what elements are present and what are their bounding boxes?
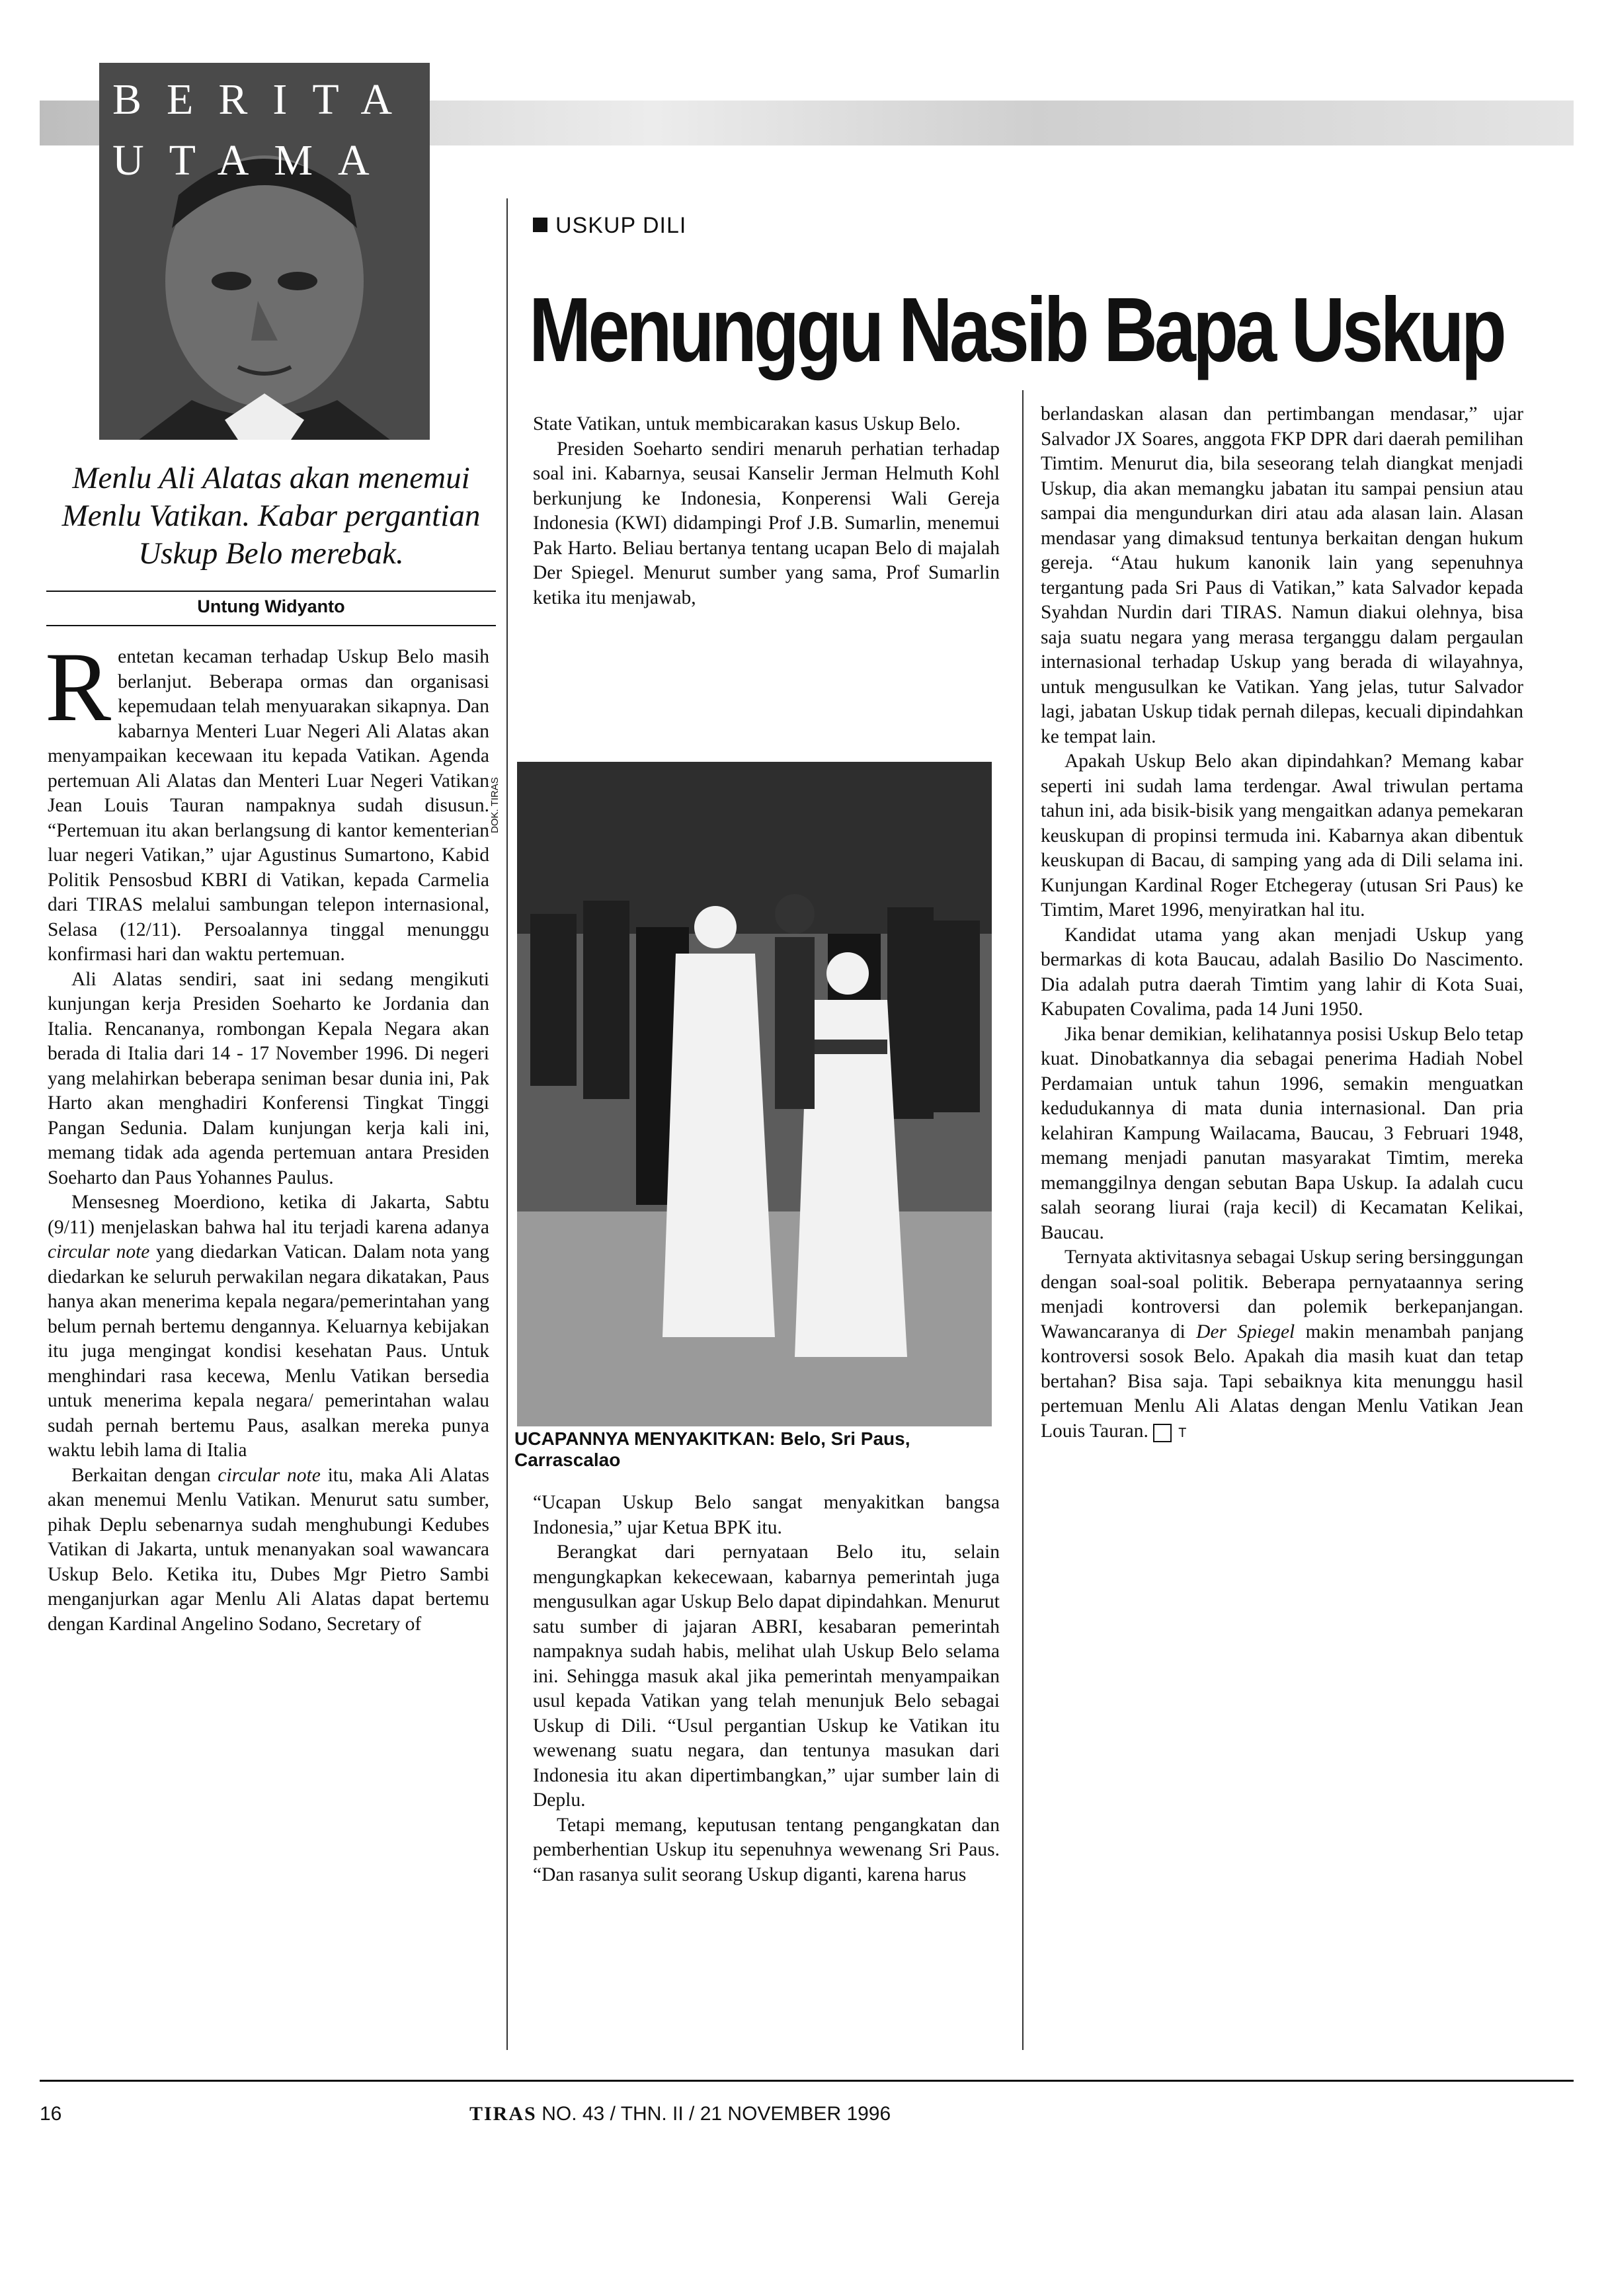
section-label [533, 213, 686, 239]
column-divider-1 [506, 198, 508, 2050]
paragraph-b2: Presiden Soeharto sendiri menaruh perhatian terhadap soal ini. Kabarnya, seusai Kanselir Jerman Helmuth Kohl berkunjung ke Indonesia, Konperensi Wali Gereja Indonesia (KWI) didampingi Prof J.B. Sumarlin, menemui Pak Harto. Beliau bertanya tentang ucapan Belo di majalah Der Spiegel. Menurut sumber yang sama, Prof Sumarlin ketika itu menjawab, [533, 438, 1000, 608]
headline: Menunggu Nasib Bapa Uskup [529, 279, 1504, 381]
footer-rule [40, 2080, 1574, 2082]
magazine-name: TIRAS [469, 2103, 537, 2125]
paragraph-b4: Berangkat dari pernyataan Belo itu, selain mengungkapkan kekecewaan, kabarnya pemerintah juga mengusulkan agar Uskup Belo dapat dipindahkan. Menurut satu sumber di jajaran ABRI, kesabaran pemerintah nampaknya sudah habis, melihat ulah Uskup Belo selama ini. Sehingga masuk akal jika pemerintah menyampaikan usul kepada Vatikan yang telah menunjuk Belo sebagai Uskup di Dili. “Usul pergantian Uskup ke Vatikan itu wewenang suatu negara, dan tentunya masukan dari Indonesia itu akan dipertimbangkan,” ujar sumber lain di Deplu. [533, 1541, 1000, 1811]
paragraph-a1: Rentetan kecaman terhadap Uskup Belo masih berlanjut. Beberapa ormas dan organisasi kepemudaan telah menyuarakan sikapnya. Dan kabarnya Menteri Luar Negeri Ali Alatas akan menyampaikan kecewaan itu kepada Vatikan. Agenda pertemuan Ali Alatas dan Menteri Luar Negeri Vatikan Jean Louis Tauran nampaknya sudah disusun. “Pertemuan itu akan berlangsung di kantor kementerian luar negeri Vatikan,” ujar Agustinus Sumartono, Kabid Politik Pensosbud KBRI di Vatikan, kepada Carmelia dari TIRAS melalui sambungan telepon internasional, Selasa (12/11). Persoalannya tinggal menunggu konfirmasi hari dan waktu pertemuan. [45, 632, 489, 965]
paragraph-b5: Tetapi memang, keputusan tentang pengangkatan dan pemberhentian Uskup itu sepenuhnya wewenang Sri Paus. “Dan rasanya sulit seorang Uskup diganti, karena harus [533, 1814, 1000, 1885]
paragraph-c1: berlandaskan alasan dan pertimbangan mendasar,” ujar Salvador JX Soares, anggota FKP DPR dari daerah pemilihan Timtim. Menurut dia, bila seseorang telah diangkat menjadi Uskup, dia akan memangku jabatan itu sampai pensiun atau sampai dia mengundurkan diri atau ada alasan lain. Alasan mendasar yang dimaksud tentunya berkaitan dengan hukum gereja. “Atau hukum kanonik lain yang sepenuhnya tergantung pada Sri Paus di Vatikan,” kata Salvador kepada Syahdan Nurdin dari TIRAS. Namun diakui olehnya, bisa saja suatu negara yang merasa terganggu dalam pergaulan internasional terhadap Uskup yang berada di wilayahnya, untuk mengusulkan ke Vatikan. Yang jelas, tutur Salvador lagi, jabatan Uskup tidak pernah dilepas, kecuali dipindahkan ke tempat lain. [1041, 403, 1523, 747]
paragraph-c2: Apakah Uskup Belo akan dipindahkan? Memang kabar seperti ini sudah lama terdengar. Awal triwulan pertama tahun ini, ada bisik-bisik yang mengaitkan adanya pemekaran keuskupan di propinsi termuda ini. Kabarnya akan dibentuk keuskupan di Bacau, di samping yang ada di Dili selama ini. Kunjungan Kardinal Roger Etchegeray (utusan Sri Paus) ke Timtim, Maret 1996, menyiratkan hal itu. [1041, 751, 1523, 921]
column-a [45, 632, 489, 1637]
byline-rule-bottom [46, 625, 496, 626]
column-b-top [533, 412, 1000, 610]
column-c [1041, 402, 1523, 1444]
kicker-title [112, 69, 417, 191]
end-mark-icon: T [1153, 1424, 1172, 1442]
paragraph-a4: Berkaitan dengan circular note itu, maka Ali Alatas akan menemui Menlu Vatikan. Menurut satu sumber, pihak Deplu sebenarnya sudah menghubungi Kedubes Vatikan di Jakarta, untuk menanyakan soal wawancara Uskup Belo. Ketika itu, Dubes Mgr Pietro Sambi menganjurkan agar Menlu Ali Alatas dapat bertemu dengan Kardinal Angelino Sodano, Secretary of [48, 1464, 489, 1635]
column-divider-2 [1022, 390, 1024, 2050]
article-photo [517, 762, 992, 1426]
column-b-bottom [533, 1491, 1000, 1887]
paragraph-c5: Ternyata aktivitasnya sebagai Uskup sering bersinggungan dengan soal-soal politik. Beberapa pernyataannya sering menjadi kontroversi dan polemik berkepanjangan. Wawancaranya di Der Spiegel makin menambah panjang kontroversi sosok Belo. Apakah dia masih kuat dan tetap bertahan? Bisa saja. Tapi sebaiknya kita menunggu hasil pertemuan Menlu Ali Alatas dengan Menlu Vatikan Jean Louis Tauran. T [1041, 1247, 1523, 1442]
page-number: 16 [40, 2103, 62, 2125]
photo-caption: UCAPANNYA MENYAKITKAN: Belo, Sri Paus, Carrascalao [514, 1428, 910, 1470]
paragraph-a2: Ali Alatas sendiri, saat ini sedang mengikuti kunjungan kerja Presiden Soeharto ke Jordania dan Italia. Rencananya, rombongan Kepala Negara akan berada di Italia dari 14 - 17 November 1996. Di negeri yang melahirkan beberapa seniman besar dunia ini, Pak Harto akan menghadiri Konferensi Tingkat Tinggi Pangan Sedunia. Dalam kunjungan kerja kali ini, memang tidak ada agenda pertemuan antara Presiden Soeharto dan Paus Yohannes Paulus. [48, 968, 489, 1188]
article-deck: Menlu Ali Alatas akan menemui Menlu Vatikan. Kabar pergantian Uskup Belo merebak. [61, 461, 481, 571]
footer-issue [469, 2103, 891, 2125]
byline: Untung Widyanto [197, 596, 345, 616]
paragraph-c3: Kandidat utama yang akan menjadi Uskup yang bermarkas di kota Baucau, adalah Basilio Do Nascimento. Dia adalah putra daerah Timtim yang lahir di Kota Suai, Kabupaten Covalima, pada 14 Juni 1950. [1041, 924, 1523, 1020]
photo-illustration [517, 762, 992, 1426]
byline-rule-top [46, 591, 496, 592]
kicker-line-2: UTAMA [112, 136, 395, 184]
section-label-text: USKUP DILI [555, 213, 687, 238]
photo-credit: DOK. TIRAS [489, 777, 501, 833]
issue-info: NO. 43 / THN. II / 21 NOVEMBER 1996 [542, 2103, 891, 2125]
drop-cap: R [45, 632, 112, 742]
kicker-line-1: BERITA [112, 75, 418, 124]
paragraph-c4: Jika benar demikian, kelihatannya posisi Uskup Belo tetap kuat. Dinobatkannya dia sebagai penerima Hadiah Nobel Perdamaian untuk tahun 1996, semakin menguatkan kedudukannya di mata dunia internasional. Dan pria kelahiran Kampung Wailacama, Baucau, 3 Februari 1948, memang menjadi panutan masyarakat Timtim, mereka memanggilnya dengan sebutan Bapa Uskup. Ia adalah cucu salah seorang liurai (raja kecil) di Kecamatan Kelikai, Baucau. [1041, 1023, 1523, 1243]
paragraph-b3: “Ucapan Uskup Belo sangat menyakitkan bangsa Indonesia,” ujar Ketua BPK itu. [533, 1492, 1000, 1538]
square-bullet-icon [533, 218, 547, 232]
paragraph-b1: State Vatikan, untuk membicarakan kasus Uskup Belo. [533, 413, 961, 434]
paragraph-a3: Mensesneg Moerdiono, ketika di Jakarta, Sabtu (9/11) menjelaskan bahwa hal itu terjadi karena adanya circular note yang diedarkan Vatican. Dalam nota yang diedarkan ke seluruh perwakilan negara dikatakan, Paus hanya akan menerima kepala negara/pemerintahan yang belum pernah bertemu dengannya. Keluarnya kebijakan itu juga mengingat kondisi kesehatan Paus. Untuk menghindari rasa kecewa, Menlu Vatikan bersedia untuk menerima kepala negara/ pemerintahan walau sudah pernah bertemu Paus, asalkan mereka punya waktu lebih lama di Italia [48, 1192, 489, 1461]
